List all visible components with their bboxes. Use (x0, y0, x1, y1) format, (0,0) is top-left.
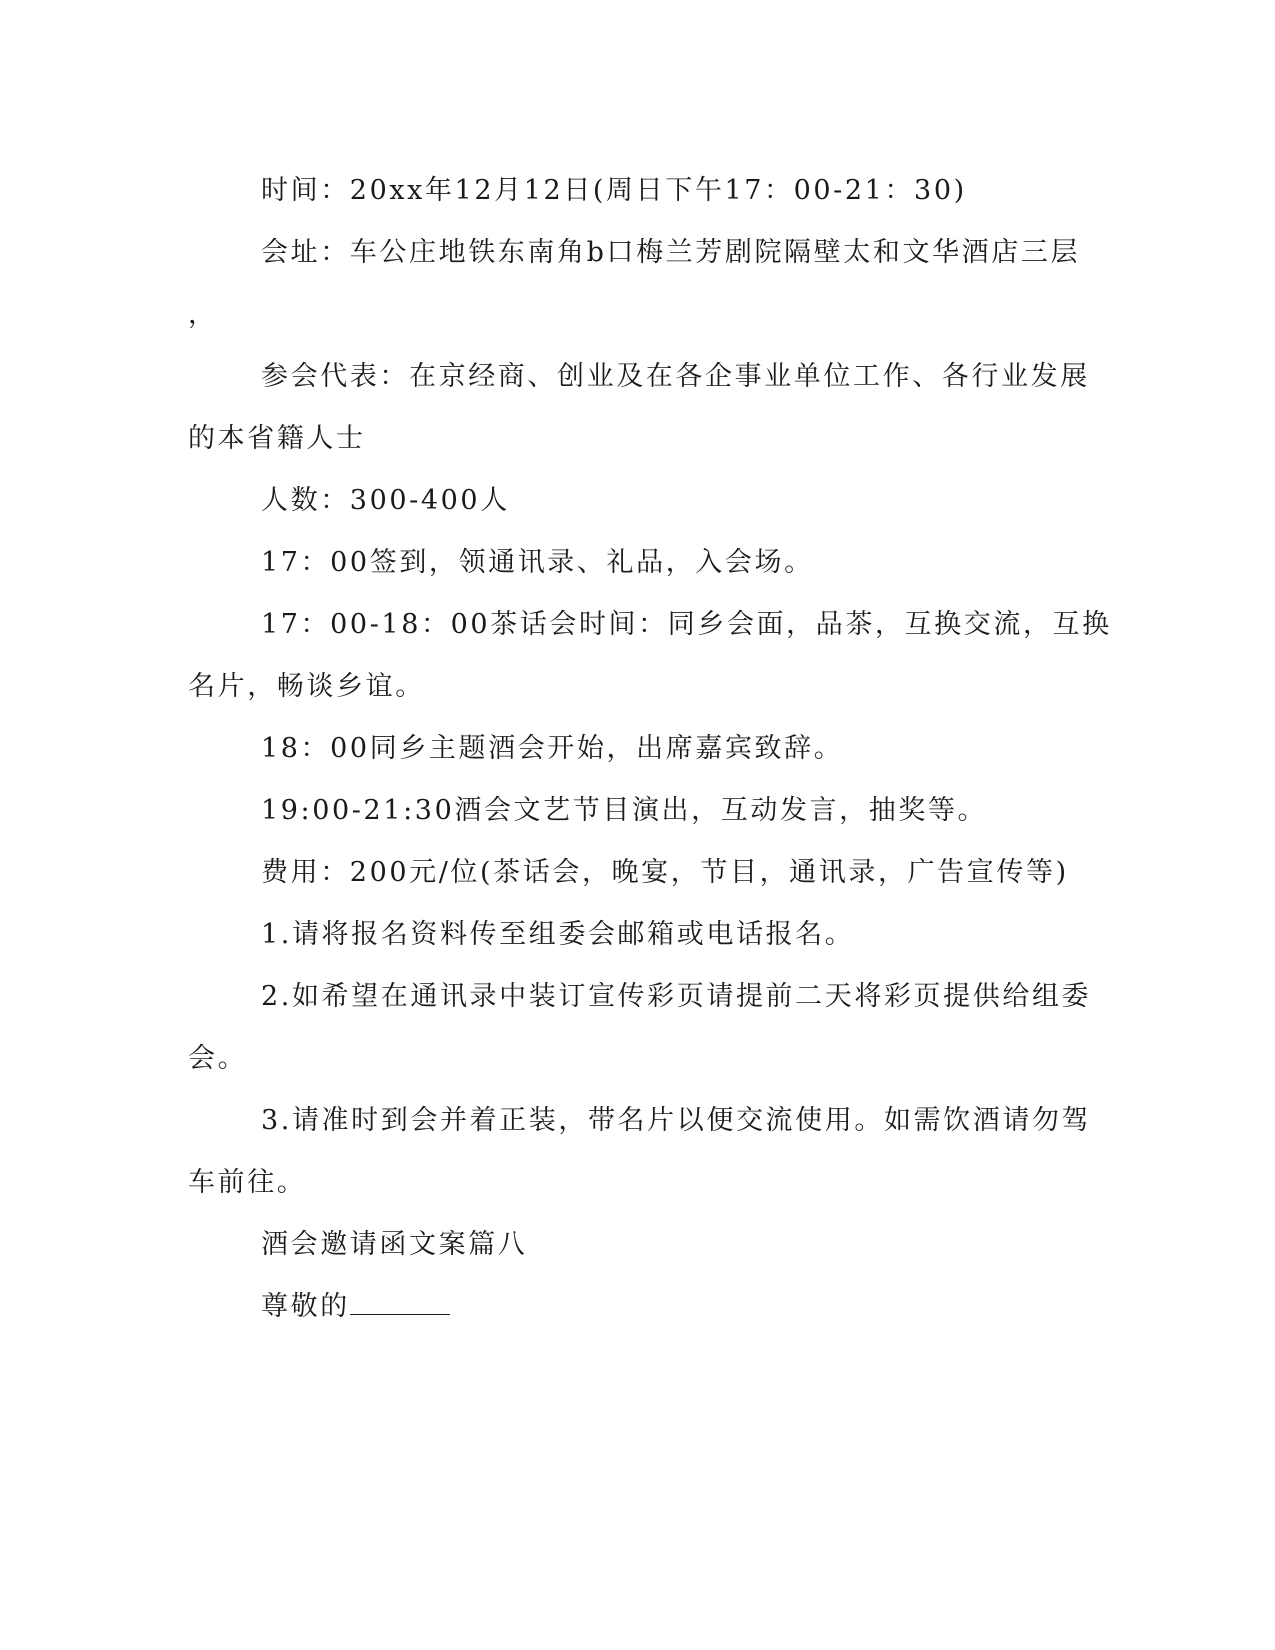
text-line-time: 时间：20xx年12月12日(周日下午17：00-21：30) (261, 175, 967, 206)
text-line-venue-cont: ， (188, 299, 218, 330)
text-line-performance: 19:00-21:30酒会文艺节目演出，互动发言，抽奖等。 (261, 795, 988, 826)
text-line-note-2: 2.如希望在通讯录中装订宣传彩页请提前二天将彩页提供给组委 (261, 981, 1092, 1012)
text-line-fee: 费用：200元/位(茶话会，晚宴，节目，通讯录，广告宣传等) (261, 857, 1069, 888)
text-line-attendees: 参会代表：在京经商、创业及在各企事业单位工作、各行业发展 (261, 361, 1090, 392)
text-line-venue: 会址：车公庄地铁东南角b口梅兰芳剧院隔壁太和文华酒店三层 (261, 237, 1081, 268)
document-body (188, 160, 1112, 1338)
text-line-note-1: 1.请将报名资料传至组委会邮箱或电话报名。 (261, 919, 855, 950)
text-line-note-3: 3.请准时到会并着正装，带名片以便交流使用。如需饮酒请勿驾 (261, 1105, 1092, 1136)
salutation-line (188, 1276, 1058, 1338)
text-line-attendees-cont: 的本省籍人士 (188, 423, 366, 454)
name-blank (350, 1294, 450, 1315)
text-line-note-2-cont: 会。 (188, 1043, 248, 1074)
text-line-reception-start: 18：00同乡主题酒会开始，出席嘉宾致辞。 (261, 733, 844, 764)
text-line-note-3-cont: 车前往。 (188, 1167, 307, 1198)
text-line-tea-party-cont: 名片，畅谈乡谊。 (188, 671, 425, 702)
text-line-checkin: 17：00签到，领通讯录、礼品，入会场。 (261, 547, 814, 578)
salutation-text: 尊敬的 (261, 1291, 350, 1322)
section-heading: 酒会邀请函文案篇八 (261, 1229, 528, 1260)
text-line-tea-party: 17：00-18：00茶话会时间：同乡会面，品茶，互换交流，互换 (261, 609, 1112, 640)
text-line-headcount: 人数：300-400人 (261, 485, 510, 516)
